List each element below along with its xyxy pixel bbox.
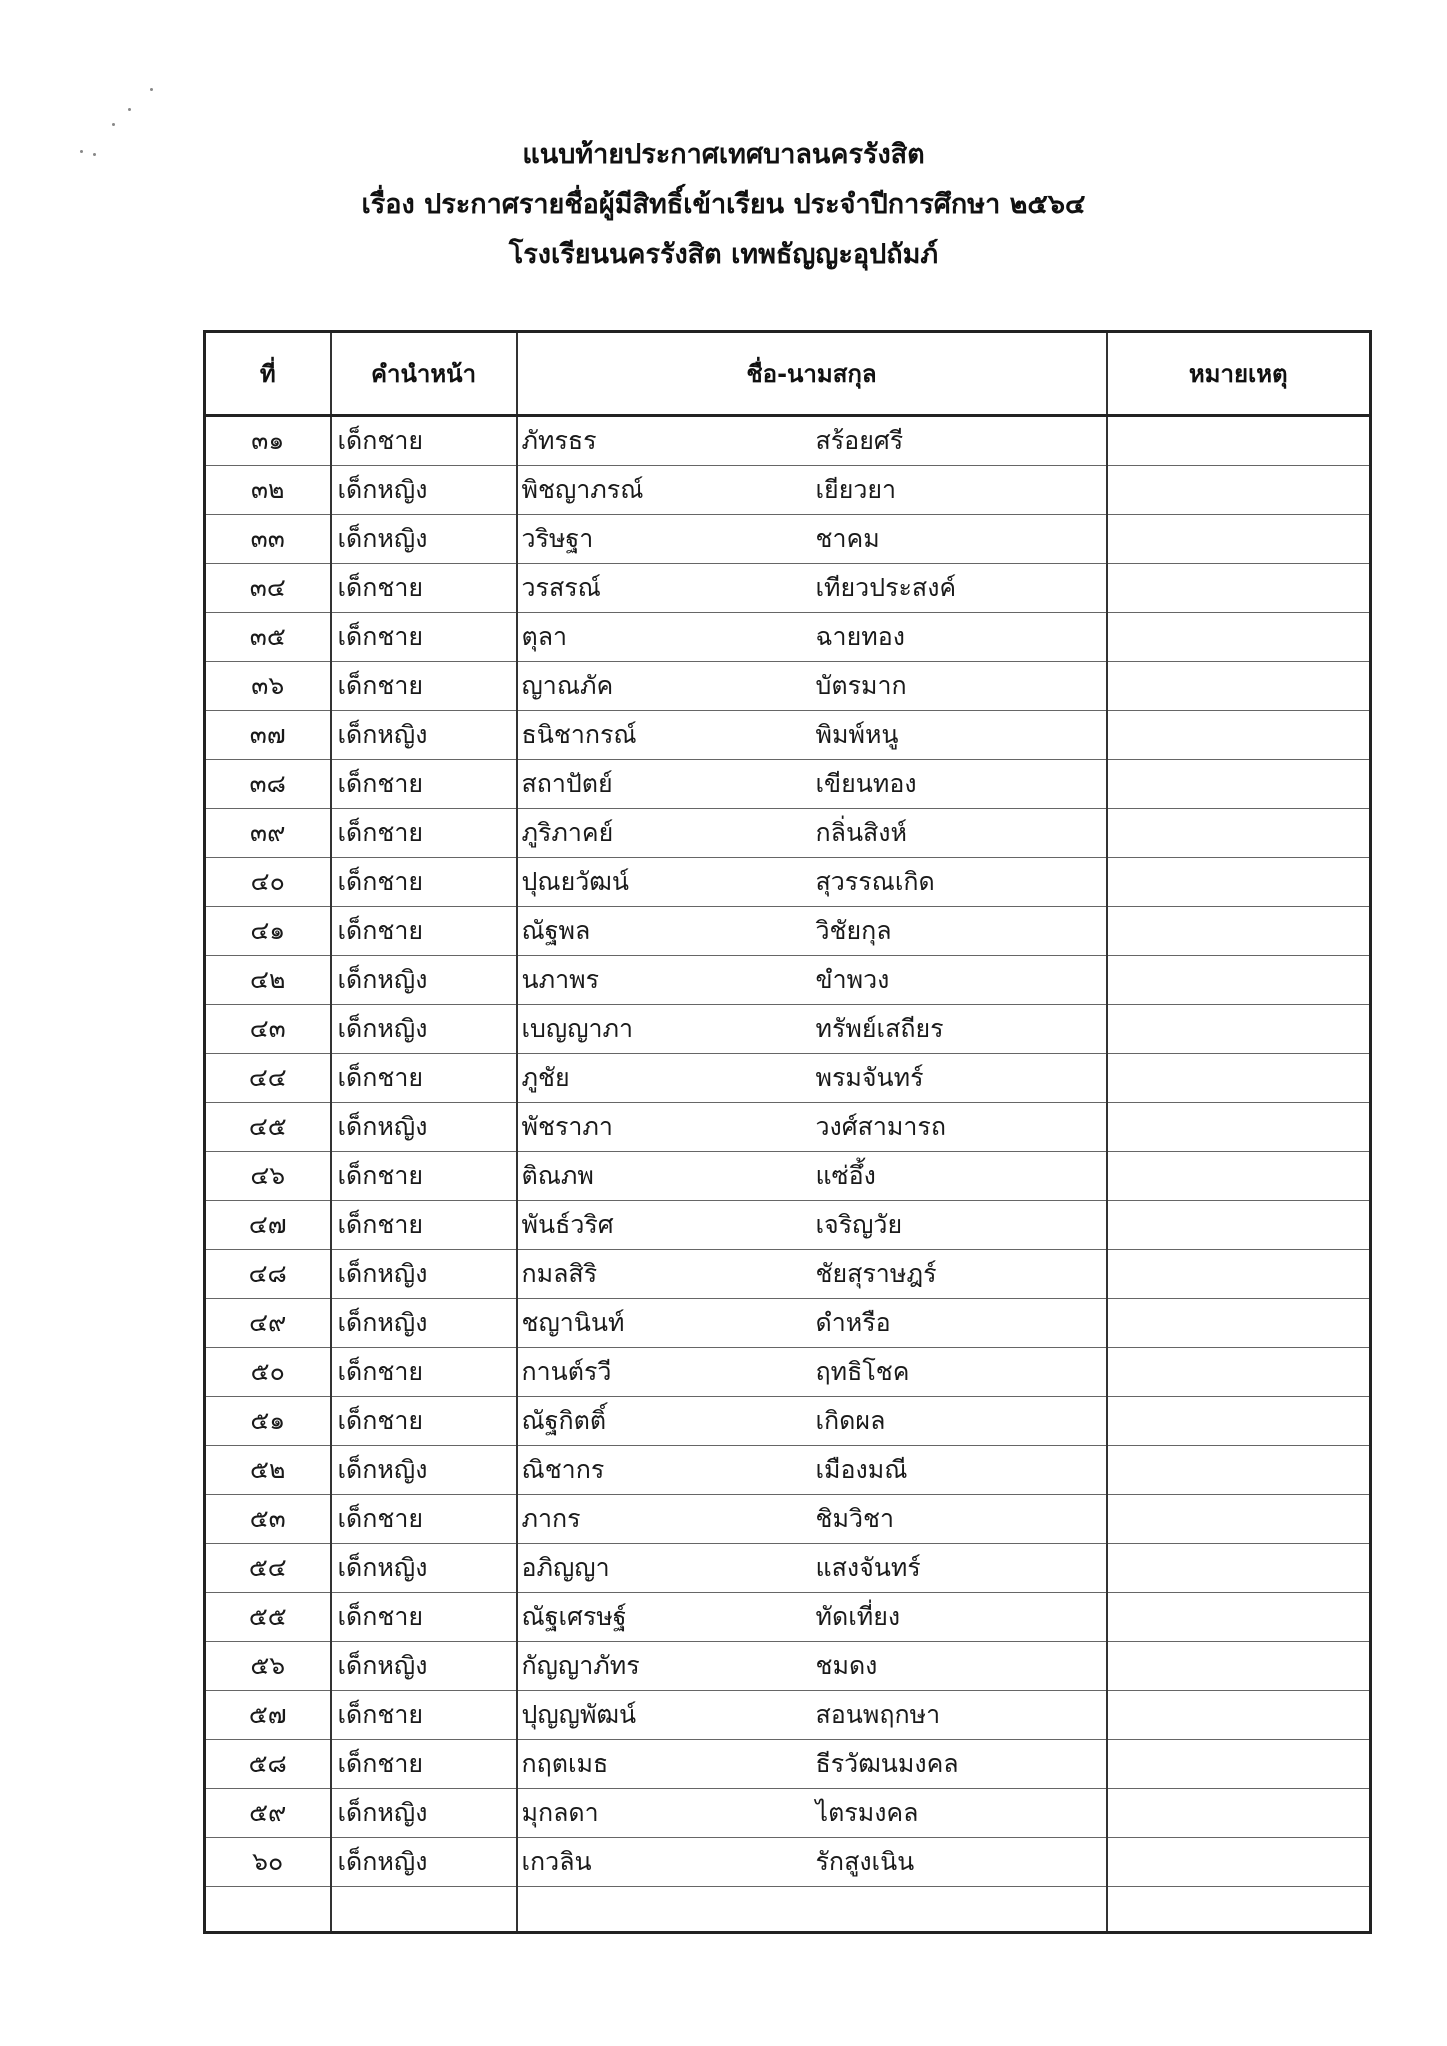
row-last-name: เขียนทอง xyxy=(815,769,917,798)
table-row xyxy=(205,1152,1371,1201)
row-full-name xyxy=(517,760,1107,809)
row-number: ๓๑ xyxy=(205,416,331,466)
row-remark xyxy=(1107,711,1371,760)
empty-cell xyxy=(331,1887,517,1933)
row-full-name xyxy=(517,564,1107,613)
row-number: ๓๘ xyxy=(205,760,331,809)
table-row xyxy=(205,613,1371,662)
row-number: ๔๘ xyxy=(205,1250,331,1299)
row-remark xyxy=(1107,1544,1371,1593)
row-number: ๕๓ xyxy=(205,1495,331,1544)
row-number: ๔๐ xyxy=(205,858,331,907)
row-prefix: เด็กชาย xyxy=(331,416,517,466)
student-list-table xyxy=(203,330,1372,1934)
row-first-name: ภูริภาคย์ xyxy=(521,818,614,847)
row-full-name xyxy=(517,1250,1107,1299)
row-prefix: เด็กหญิง xyxy=(331,1789,517,1838)
row-last-name: ชิมวิชา xyxy=(815,1504,894,1533)
row-full-name xyxy=(517,1397,1107,1446)
header-line-subject: เรื่อง ประกาศรายชื่อผู้มีสิทธิ์เข้าเรียน ประจำปีการศึกษา ๒๕๖๔ xyxy=(361,189,1086,220)
row-last-name: สุวรรณเกิด xyxy=(815,867,935,896)
row-prefix: เด็กหญิง xyxy=(331,711,517,760)
row-prefix: เด็กชาย xyxy=(331,907,517,956)
empty-cell xyxy=(1107,1887,1371,1933)
row-number: ๕๒ xyxy=(205,1446,331,1495)
row-prefix: เด็กหญิง xyxy=(331,1446,517,1495)
row-prefix: เด็กชาย xyxy=(331,1054,517,1103)
row-prefix: เด็กหญิง xyxy=(331,1544,517,1593)
row-last-name: ขำพวง xyxy=(815,965,890,994)
row-first-name: ปุณยวัฒน์ xyxy=(521,867,629,896)
table-row xyxy=(205,1103,1371,1152)
row-first-name: ธนิชากรณ์ xyxy=(521,720,637,749)
row-number: ๕๔ xyxy=(205,1544,331,1593)
row-remark xyxy=(1107,1005,1371,1054)
row-last-name: ชมดง xyxy=(815,1651,878,1680)
table-row xyxy=(205,1201,1371,1250)
row-remark xyxy=(1107,416,1371,466)
row-first-name: ภัทรธร xyxy=(521,426,597,455)
row-number: ๓๙ xyxy=(205,809,331,858)
row-last-name: วิชัยกุล xyxy=(815,916,892,945)
row-number: ๕๘ xyxy=(205,1740,331,1789)
row-full-name xyxy=(517,416,1107,466)
row-full-name xyxy=(517,1103,1107,1152)
row-last-name: สร้อยศรี xyxy=(815,426,904,455)
row-number: ๓๔ xyxy=(205,564,331,613)
table-row xyxy=(205,907,1371,956)
row-last-name: ดำหรือ xyxy=(815,1308,891,1337)
row-first-name: ปุญญพัฒน์ xyxy=(521,1700,637,1729)
scan-speck xyxy=(128,108,131,111)
row-remark xyxy=(1107,1397,1371,1446)
row-full-name xyxy=(517,515,1107,564)
table-row xyxy=(205,1838,1371,1887)
column-header-number: ที่ xyxy=(205,332,331,416)
table-row xyxy=(205,809,1371,858)
table-row xyxy=(205,1495,1371,1544)
row-last-name: แสงจันทร์ xyxy=(815,1553,921,1582)
row-last-name: ฉายทอง xyxy=(815,622,905,651)
row-first-name: ญาณภัค xyxy=(521,671,614,700)
table-row xyxy=(205,956,1371,1005)
row-last-name: รักสูงเนิน xyxy=(815,1847,915,1876)
row-full-name xyxy=(517,1593,1107,1642)
row-full-name xyxy=(517,1152,1107,1201)
row-full-name xyxy=(517,466,1107,515)
row-last-name: พรมจันทร์ xyxy=(815,1063,924,1092)
column-header-prefix: คำนำหน้า xyxy=(331,332,517,416)
empty-cell xyxy=(517,1887,1107,1933)
row-number: ๔๗ xyxy=(205,1201,331,1250)
row-remark xyxy=(1107,1495,1371,1544)
row-first-name: เกวลิน xyxy=(521,1847,592,1876)
row-number: ๕๙ xyxy=(205,1789,331,1838)
row-number: ๖๐ xyxy=(205,1838,331,1887)
row-prefix: เด็กชาย xyxy=(331,1152,517,1201)
row-first-name: กัญญาภัทร xyxy=(521,1651,640,1680)
table-row xyxy=(205,1348,1371,1397)
row-full-name xyxy=(517,858,1107,907)
row-first-name: อภิญญา xyxy=(521,1553,610,1582)
row-number: ๕๗ xyxy=(205,1691,331,1740)
table-header-row xyxy=(205,332,1371,416)
row-last-name: ชัยสุราษฎร์ xyxy=(815,1259,937,1288)
row-first-name: ณัฐกิตติ์ xyxy=(521,1406,607,1435)
row-first-name: ณัฐเศรษฐ์ xyxy=(521,1602,627,1631)
row-prefix: เด็กชาย xyxy=(331,613,517,662)
row-first-name: ตุลา xyxy=(521,622,568,651)
scan-speck xyxy=(112,123,115,126)
table-row xyxy=(205,564,1371,613)
row-full-name xyxy=(517,662,1107,711)
row-full-name xyxy=(517,1005,1107,1054)
column-header-full-name: ชื่อ-นามสกุล xyxy=(517,332,1107,416)
row-last-name: เกิดผล xyxy=(815,1406,886,1435)
row-number: ๔๓ xyxy=(205,1005,331,1054)
table-row xyxy=(205,1789,1371,1838)
column-header-remark: หมายเหตุ xyxy=(1107,332,1371,416)
row-full-name xyxy=(517,613,1107,662)
row-remark xyxy=(1107,662,1371,711)
table-body xyxy=(205,416,1371,1933)
row-prefix: เด็กชาย xyxy=(331,1691,517,1740)
row-prefix: เด็กชาย xyxy=(331,1397,517,1446)
row-prefix: เด็กชาย xyxy=(331,1201,517,1250)
row-number: ๕๑ xyxy=(205,1397,331,1446)
row-full-name xyxy=(517,1495,1107,1544)
row-full-name xyxy=(517,1838,1107,1887)
row-remark xyxy=(1107,1642,1371,1691)
row-prefix: เด็กหญิง xyxy=(331,1838,517,1887)
row-first-name: ภากร xyxy=(521,1504,581,1533)
row-full-name xyxy=(517,1789,1107,1838)
row-full-name xyxy=(517,1054,1107,1103)
row-full-name xyxy=(517,1446,1107,1495)
table-row xyxy=(205,1250,1371,1299)
row-first-name: พิชญาภรณ์ xyxy=(521,475,644,504)
row-full-name xyxy=(517,1348,1107,1397)
header-line-attachment: แนบท้ายประกาศเทศบาลนครรังสิต xyxy=(522,139,925,170)
row-first-name: พัชราภา xyxy=(521,1112,613,1141)
row-prefix: เด็กชาย xyxy=(331,809,517,858)
row-first-name: วริษฐา xyxy=(521,524,594,553)
table-row xyxy=(205,1054,1371,1103)
row-full-name xyxy=(517,956,1107,1005)
row-remark xyxy=(1107,1446,1371,1495)
row-remark xyxy=(1107,858,1371,907)
scan-speck xyxy=(150,88,153,91)
table-row xyxy=(205,1740,1371,1789)
row-first-name: มุกลดา xyxy=(521,1798,599,1827)
row-number: ๓๖ xyxy=(205,662,331,711)
row-full-name xyxy=(517,1544,1107,1593)
row-prefix: เด็กชาย xyxy=(331,1593,517,1642)
row-last-name: กลิ่นสิงห์ xyxy=(815,818,907,847)
row-first-name: ณัฐพล xyxy=(521,916,591,945)
row-remark xyxy=(1107,466,1371,515)
header-line-school: โรงเรียนนครรังสิต เทพธัญญะอุปถัมภ์ xyxy=(508,239,939,270)
row-full-name xyxy=(517,1201,1107,1250)
row-full-name xyxy=(517,907,1107,956)
row-prefix: เด็กหญิง xyxy=(331,956,517,1005)
row-remark xyxy=(1107,760,1371,809)
row-first-name: สถาปัตย์ xyxy=(521,769,613,798)
row-first-name: วรสรณ์ xyxy=(521,573,601,602)
row-prefix: เด็กหญิง xyxy=(331,1250,517,1299)
empty-table-row xyxy=(205,1887,1371,1933)
row-last-name: เมืองมณี xyxy=(815,1455,908,1484)
row-number: ๕๐ xyxy=(205,1348,331,1397)
row-number: ๔๖ xyxy=(205,1152,331,1201)
row-first-name: กมลสิริ xyxy=(521,1259,598,1288)
row-prefix: เด็กชาย xyxy=(331,1740,517,1789)
row-full-name xyxy=(517,1642,1107,1691)
row-first-name: พันธ์วริศ xyxy=(521,1210,614,1239)
row-number: ๕๖ xyxy=(205,1642,331,1691)
table-row xyxy=(205,1691,1371,1740)
row-last-name: ไตรมงคล xyxy=(815,1798,919,1827)
row-first-name: กานต์รวี xyxy=(521,1357,612,1386)
row-last-name: บัตรมาก xyxy=(815,671,907,700)
row-first-name: ติณภพ xyxy=(521,1161,594,1190)
row-last-name: เจริญวัย xyxy=(815,1210,903,1239)
row-full-name xyxy=(517,809,1107,858)
row-number: ๓๓ xyxy=(205,515,331,564)
row-remark xyxy=(1107,1740,1371,1789)
row-last-name: เยียวยา xyxy=(815,475,897,504)
row-remark xyxy=(1107,907,1371,956)
row-prefix: เด็กหญิง xyxy=(331,515,517,564)
table-row xyxy=(205,1593,1371,1642)
row-remark xyxy=(1107,1348,1371,1397)
table-row xyxy=(205,1446,1371,1495)
table-row xyxy=(205,1397,1371,1446)
row-remark xyxy=(1107,564,1371,613)
row-remark xyxy=(1107,1691,1371,1740)
row-last-name: ทัดเที่ยง xyxy=(815,1602,901,1631)
row-last-name: ฤทธิโชค xyxy=(815,1357,910,1386)
row-full-name xyxy=(517,711,1107,760)
table-row xyxy=(205,1642,1371,1691)
table-row xyxy=(205,515,1371,564)
row-full-name xyxy=(517,1299,1107,1348)
row-prefix: เด็กชาย xyxy=(331,662,517,711)
table-row xyxy=(205,1544,1371,1593)
row-number: ๔๙ xyxy=(205,1299,331,1348)
row-last-name: ชาคม xyxy=(815,524,880,553)
row-remark xyxy=(1107,1103,1371,1152)
table-row xyxy=(205,711,1371,760)
row-first-name: ชญานินท์ xyxy=(521,1308,625,1337)
row-remark xyxy=(1107,1250,1371,1299)
row-first-name: กฤตเมธ xyxy=(521,1749,609,1778)
row-number: ๓๗ xyxy=(205,711,331,760)
row-remark xyxy=(1107,515,1371,564)
row-prefix: เด็กหญิง xyxy=(331,1103,517,1152)
row-remark xyxy=(1107,1201,1371,1250)
table-row xyxy=(205,1299,1371,1348)
row-number: ๓๒ xyxy=(205,466,331,515)
row-prefix: เด็กชาย xyxy=(331,760,517,809)
row-last-name: เทียวประสงค์ xyxy=(815,573,957,602)
row-first-name: เบญญาภา xyxy=(521,1014,634,1043)
row-prefix: เด็กชาย xyxy=(331,1348,517,1397)
row-remark xyxy=(1107,1789,1371,1838)
row-remark xyxy=(1107,1838,1371,1887)
row-remark xyxy=(1107,1152,1371,1201)
row-number: ๕๕ xyxy=(205,1593,331,1642)
row-last-name: วงศ์สามารถ xyxy=(815,1112,946,1141)
row-number: ๔๑ xyxy=(205,907,331,956)
table-row xyxy=(205,858,1371,907)
row-prefix: เด็กหญิง xyxy=(331,466,517,515)
row-remark xyxy=(1107,1299,1371,1348)
row-prefix: เด็กชาย xyxy=(331,564,517,613)
row-first-name: ณิชากร xyxy=(521,1455,605,1484)
row-first-name: ภูชัย xyxy=(521,1063,570,1092)
row-last-name: พิมพ์หนู xyxy=(815,720,899,749)
row-first-name: นภาพร xyxy=(521,965,600,994)
row-remark xyxy=(1107,956,1371,1005)
row-prefix: เด็กหญิง xyxy=(331,1005,517,1054)
table-row xyxy=(205,662,1371,711)
row-number: ๔๕ xyxy=(205,1103,331,1152)
row-full-name xyxy=(517,1740,1107,1789)
row-full-name xyxy=(517,1691,1107,1740)
table-row xyxy=(205,760,1371,809)
row-last-name: ธีรวัฒนมงคล xyxy=(815,1749,959,1778)
row-last-name: ทรัพย์เสถียร xyxy=(815,1014,944,1043)
row-last-name: สอนพฤกษา xyxy=(815,1700,941,1729)
row-prefix: เด็กชาย xyxy=(331,1495,517,1544)
row-remark xyxy=(1107,1054,1371,1103)
row-prefix: เด็กชาย xyxy=(331,858,517,907)
row-prefix: เด็กหญิง xyxy=(331,1299,517,1348)
row-remark xyxy=(1107,1593,1371,1642)
row-remark xyxy=(1107,809,1371,858)
row-number: ๔๒ xyxy=(205,956,331,1005)
row-last-name: แซ่อึ้ง xyxy=(815,1161,876,1190)
table-row xyxy=(205,416,1371,466)
table-row xyxy=(205,1005,1371,1054)
row-remark xyxy=(1107,613,1371,662)
document-header xyxy=(0,130,1447,280)
empty-cell xyxy=(205,1887,331,1933)
row-number: ๔๔ xyxy=(205,1054,331,1103)
row-prefix: เด็กหญิง xyxy=(331,1642,517,1691)
row-number: ๓๕ xyxy=(205,613,331,662)
table-row xyxy=(205,466,1371,515)
